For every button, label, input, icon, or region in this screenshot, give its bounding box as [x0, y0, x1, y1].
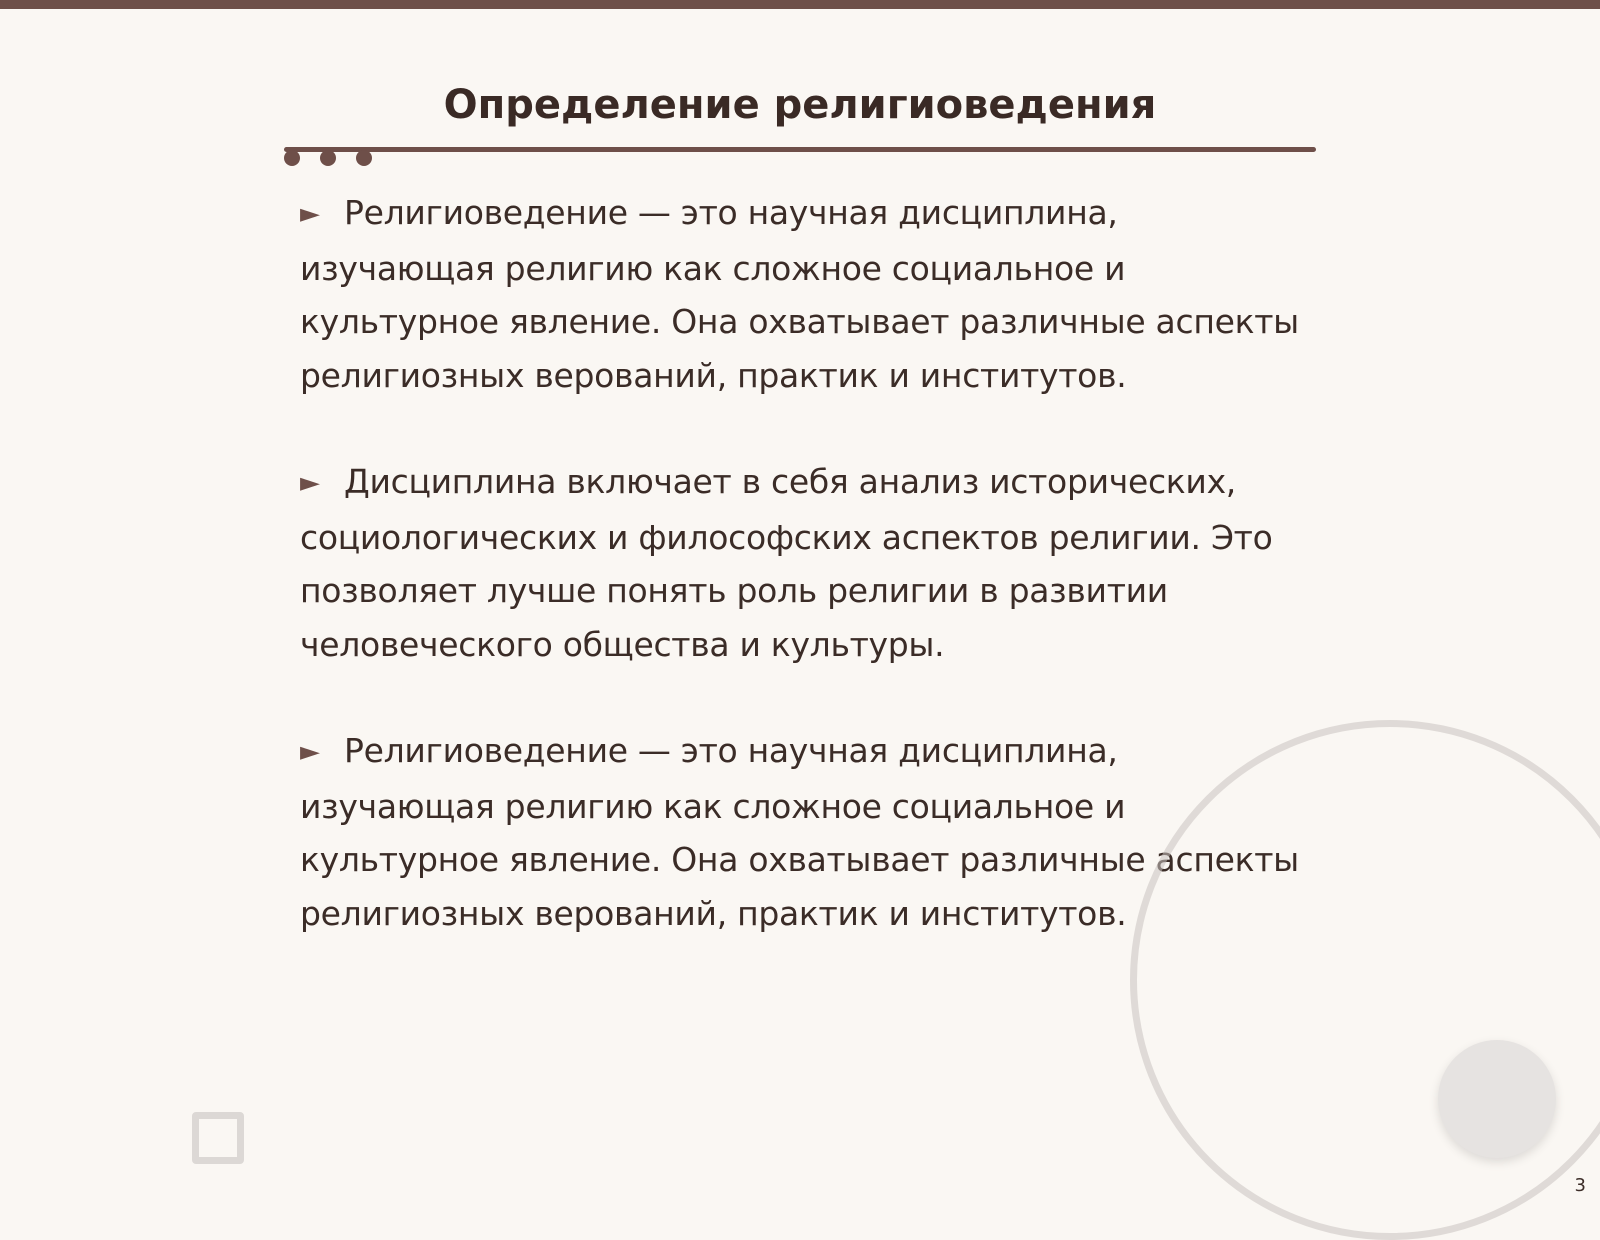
page-number: 3: [1574, 1175, 1586, 1196]
decorative-square: [192, 1112, 244, 1164]
slide-title: Определение религиоведения: [443, 82, 1157, 128]
bullet-text: Дисциплина включает в себя анализ исторических, социологических и философских аспектов религии. Это позволяет лучше понять роль религии в развитии человеческого общества и культуры.: [300, 462, 1273, 664]
decorative-dot: [320, 150, 336, 166]
title-dots-decoration: [284, 150, 372, 166]
bullet-text: Религиоведение — это научная дисциплина, изучающая религию как сложное социальное и культурное явление. Она охватывает различные аспекты религиозных верований, практик и институтов.: [300, 731, 1299, 933]
triangle-bullet-icon: ►: [300, 199, 320, 229]
decorative-dot: [284, 150, 300, 166]
triangle-bullet-icon: ►: [300, 737, 320, 767]
decorative-dot: [356, 150, 372, 166]
title-underline: [284, 147, 1316, 152]
triangle-bullet-icon: ►: [300, 468, 320, 498]
decorative-circle: [1438, 1040, 1556, 1158]
bullet-item: [300, 186, 1310, 402]
bullet-text: Религиоведение — это научная дисциплина, изучающая религию как сложное социальное и культурное явление. Она охватывает различные аспекты религиозных верований, практик и институтов.: [300, 193, 1299, 395]
bullet-list: [300, 186, 1310, 940]
bullet-item: [300, 455, 1310, 671]
top-accent-bar: [0, 0, 1600, 9]
